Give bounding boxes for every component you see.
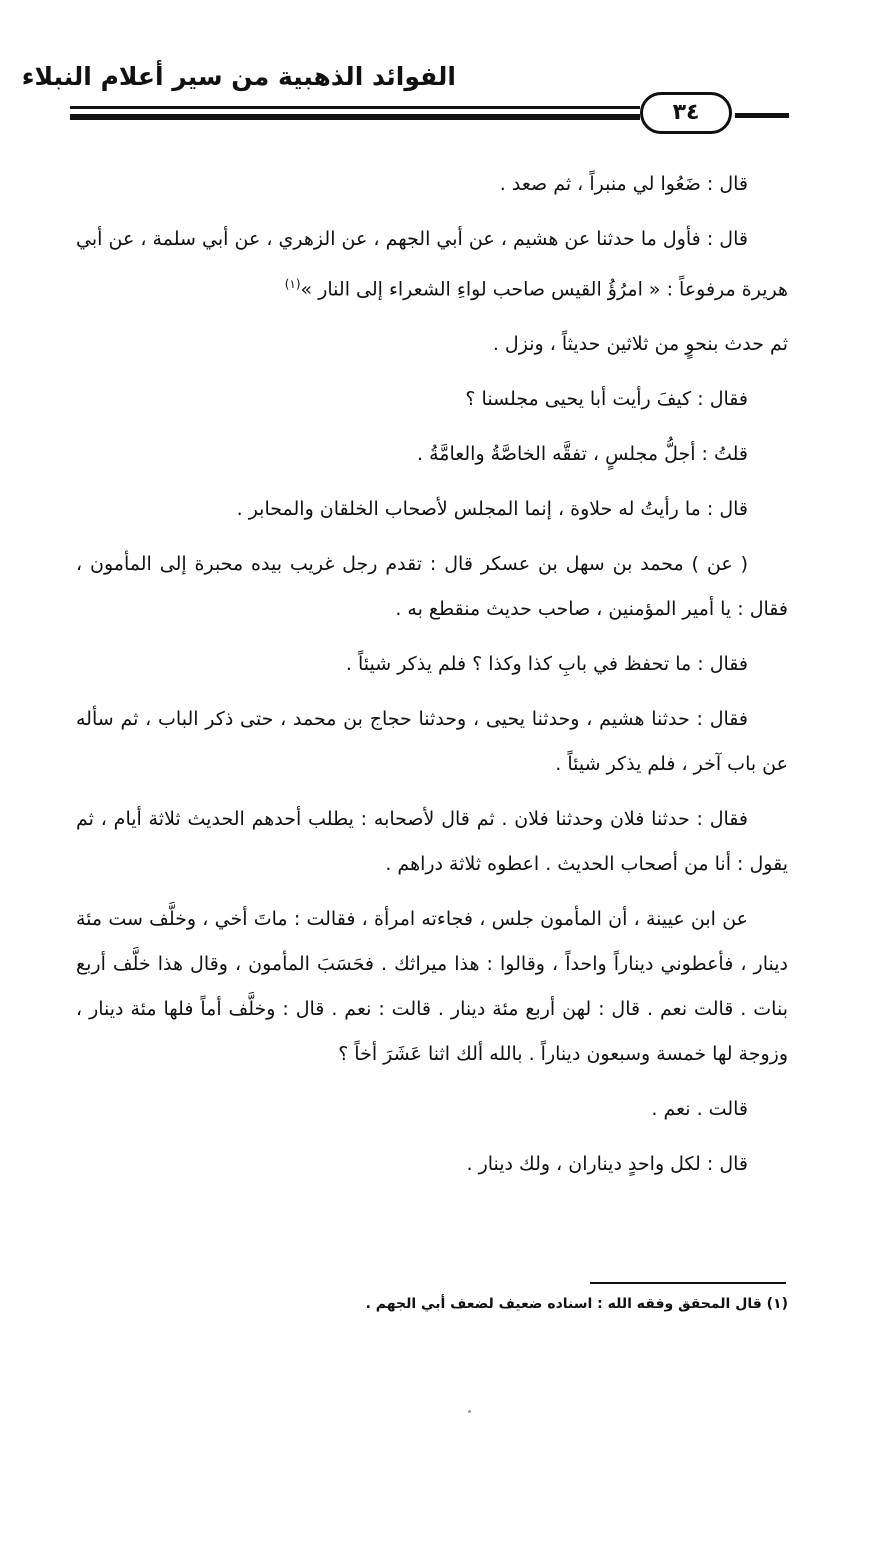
running-title: الفوائد الذهبية من سير أعلام النبلاء xyxy=(21,62,456,91)
paragraph: عن ابن عيينة ، أن المأمون جلس ، فجاءته امرأة ، فقالت : ماتَ أخي ، وخلَّف ست مئة دينار ، فأعطوني ديناراً واحداً ، وقالوا : هذا ميراثك . فحَسَبَ المأمون ، وقال هذا خلَّف أربع بنات . قالت نعم . قال : لهن أربع مئة دينار . قالت : نعم . قال : وخلَّف أماً فلها مئة دينار ، وزوجة لها خمسة وسبعون ديناراً . بالله ألك اثنا عَشَرَ أخاً ؟ xyxy=(76,908,788,1066)
paragraph: ( عن ) محمد بن سهل بن عسكر قال : تقدم رجل غريب بيده محبرة إلى المأمون ، فقال : يا أمير المؤمنين ، صاحب حديث منقطع به . xyxy=(76,553,788,621)
paragraph: فقال : حدثنا فلان وحدثنا فلان . ثم قال لأصحابه : يطلب أحدهم الحديث ثلاثة أيام ، ثم يقول : أنا من أصحاب الحديث . اعطوه ثلاثة دراهم . xyxy=(76,808,788,876)
paragraph: قالت . نعم . xyxy=(651,1098,748,1121)
paragraph-text: قال : فأول ما حدثنا عن هشيم ، عن أبي الجهم ، عن الزهري ، عن أبي سلمة ، عن أبي هريرة مرفوعاً : « امرُؤُ القيس صاحب لواءِ الشعراء إلى النار » xyxy=(76,228,788,301)
footnote: (١) قال المحقق وفقه الله : اسناده ضعيف لضعف أبي الجهم . xyxy=(365,1296,788,1312)
paragraph: قال : ما رأيتُ له حلاوة ، إنما المجلس لأصحاب الخلقان والمحابر . xyxy=(236,498,748,521)
paragraph: فقال : حدثنا هشيم ، وحدثنا يحيى ، وحدثنا حجاج بن محمد ، حتى ذكر الباب ، ثم سأله عن باب آخر ، فلم يذكر شيئاً . xyxy=(76,708,788,776)
paragraph: قال : لكل واحدٍ ديناران ، ولك دينار . xyxy=(466,1153,748,1176)
paragraph: فقال : كيفَ رأيت أبا يحيى مجلسنا ؟ xyxy=(465,388,748,411)
footnote-rule xyxy=(590,1282,786,1284)
paragraph: قال : ضَعُوا لي منبراً ، ثم صعد . xyxy=(499,173,748,195)
header-rule xyxy=(70,106,640,109)
body-text xyxy=(76,162,788,1197)
header-rule-thick xyxy=(70,114,640,120)
paragraph: فقال : ما تحفظ في بابِ كذا وكذا ؟ فلم يذكر شيئاً . xyxy=(345,653,748,676)
paragraph: ثم حدث بنحوٍ من ثلاثين حديثاً ، ونزل . xyxy=(492,333,788,356)
footnote-marker: (١) xyxy=(284,277,301,291)
header-rule-right xyxy=(735,113,789,118)
paragraph: قلتُ : أجلُّ مجلسٍ ، تفقَّه الخاصَّةُ والعامَّةُ . xyxy=(417,443,748,466)
page-number: ٣٤ xyxy=(640,92,732,134)
scan-speck xyxy=(468,1410,471,1413)
paragraph xyxy=(76,217,788,312)
